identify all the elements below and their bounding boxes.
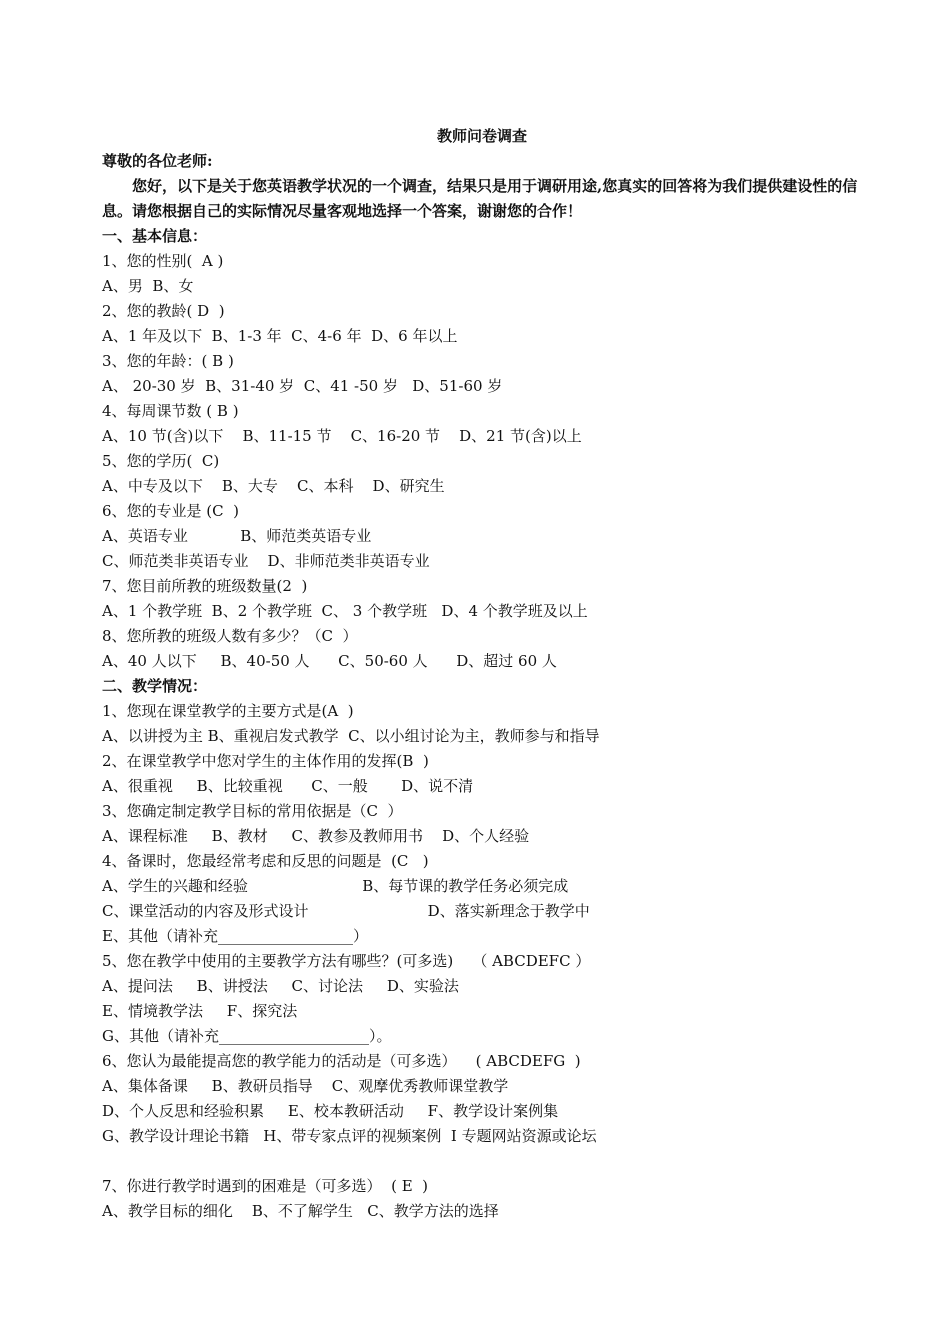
- options-line: G、教学设计理论书籍 H、带专家点评的视频案例 I 专题网站资源或论坛: [102, 1127, 597, 1145]
- question-line: 1、您的性别( A ): [102, 252, 224, 270]
- options-line: A、1 个教学班 B、2 个教学班 C、 3 个教学班 D、4 个教学班及以上: [102, 602, 588, 620]
- page-title: 教师问卷调查: [436, 127, 527, 145]
- section-basic-info: [102, 249, 862, 674]
- section-teaching: [102, 699, 862, 1224]
- options-line: A、很重视 B、比较重视 C、一般 D、说不清: [102, 777, 474, 795]
- question-line: 2、在课堂教学中您对学生的主体作用的发挥(B ): [102, 752, 429, 770]
- question-line: 7、您目前所教的班级数量(2 ): [102, 577, 308, 595]
- question-line: 3、您确定制定教学目标的常用依据是（C ）: [102, 802, 403, 820]
- question-line: 8、您所教的班级人数有多少？（C ）: [102, 627, 358, 645]
- options-line: A、集体备课 B、教研员指导 C、观摩优秀教师课堂教学: [102, 1077, 509, 1095]
- options-line: A、 20-30 岁 B、31-40 岁 C、41 -50 岁 D、51-60 岁: [102, 377, 503, 395]
- options-line: A、课程标准 B、教材 C、教参及教师用书 D、个人经验: [102, 827, 530, 845]
- question-line: 3、您的年龄：( B ): [102, 352, 234, 370]
- greeting: 尊敬的各位老师:: [102, 152, 213, 170]
- blank-line: [102, 1149, 862, 1174]
- question-line: 4、每周课节数 ( B ): [102, 402, 239, 420]
- options-line: A、男 B、女: [102, 277, 194, 295]
- options-line: G、其他（请补充____________________）。: [102, 1027, 392, 1045]
- section-heading-basic-info: 一、基本信息：: [102, 227, 208, 245]
- options-line: A、中专及以下 B、大专 C、本科 D、研究生: [102, 477, 445, 495]
- question-line: 1、您现在课堂教学的主要方式是(A ): [102, 702, 354, 720]
- question-line: 4、备课时，您最经常考虑和反思的问题是 (C ): [102, 852, 429, 870]
- question-line: 5、您在教学中使用的主要教学方法有哪些？(可多选) （ ABCDEFC ）: [102, 952, 591, 970]
- options-line: E、其他（请补充__________________）: [102, 927, 368, 945]
- options-line: A、40 人以下 B、40-50 人 C、50-60 人 D、超过 60 人: [102, 652, 557, 670]
- options-line: A、10 节(含)以下 B、11-15 节 C、16-20 节 D、21 节(含)以上: [102, 427, 582, 445]
- question-line: 7、你进行教学时遇到的困难是（可多选） ( E ): [102, 1177, 429, 1195]
- options-line: E、情境教学法 F、探究法: [102, 1002, 298, 1020]
- options-line: A、以讲授为主 B、重视启发式教学 C、以小组讨论为主，教师参与和指导: [102, 727, 600, 745]
- options-line: A、学生的兴趣和经验 B、每节课的教学任务必须完成: [102, 877, 569, 895]
- options-line: C、课堂活动的内容及形式设计 D、落实新理念于教学中: [102, 902, 590, 920]
- question-line: 6、您认为最能提高您的教学能力的活动是（可多选） ( ABCDEFG ): [102, 1052, 581, 1070]
- question-line: 6、您的专业是 (C ): [102, 502, 240, 520]
- intro-paragraph: 您好，以下是关于您英语教学状况的一个调查，结果只是用于调研用途,您真实的回答将为我们提供建设性的信息。请您根据自己的实际情况尽量客观地选择一个答案，谢谢您的合作！: [102, 177, 858, 220]
- section-heading-teaching: 二、教学情况：: [102, 677, 208, 695]
- question-line: 2、您的教龄( D ): [102, 302, 225, 320]
- options-line: C、师范类非英语专业 D、非师范类非英语专业: [102, 552, 430, 570]
- options-line: A、英语专业 B、师范类英语专业: [102, 527, 372, 545]
- document-page: [102, 124, 862, 1224]
- options-line: A、1 年及以下 B、1-3 年 C、4-6 年 D、6 年以上: [102, 327, 458, 345]
- question-line: 5、您的学历( C): [102, 452, 220, 470]
- options-line: A、教学目标的细化 B、不了解学生 C、教学方法的选择: [102, 1202, 499, 1220]
- options-line: D、个人反思和经验积累 E、校本教研活动 F、教学设计案例集: [102, 1102, 559, 1120]
- options-line: A、提问法 B、讲授法 C、讨论法 D、实验法: [102, 977, 459, 995]
